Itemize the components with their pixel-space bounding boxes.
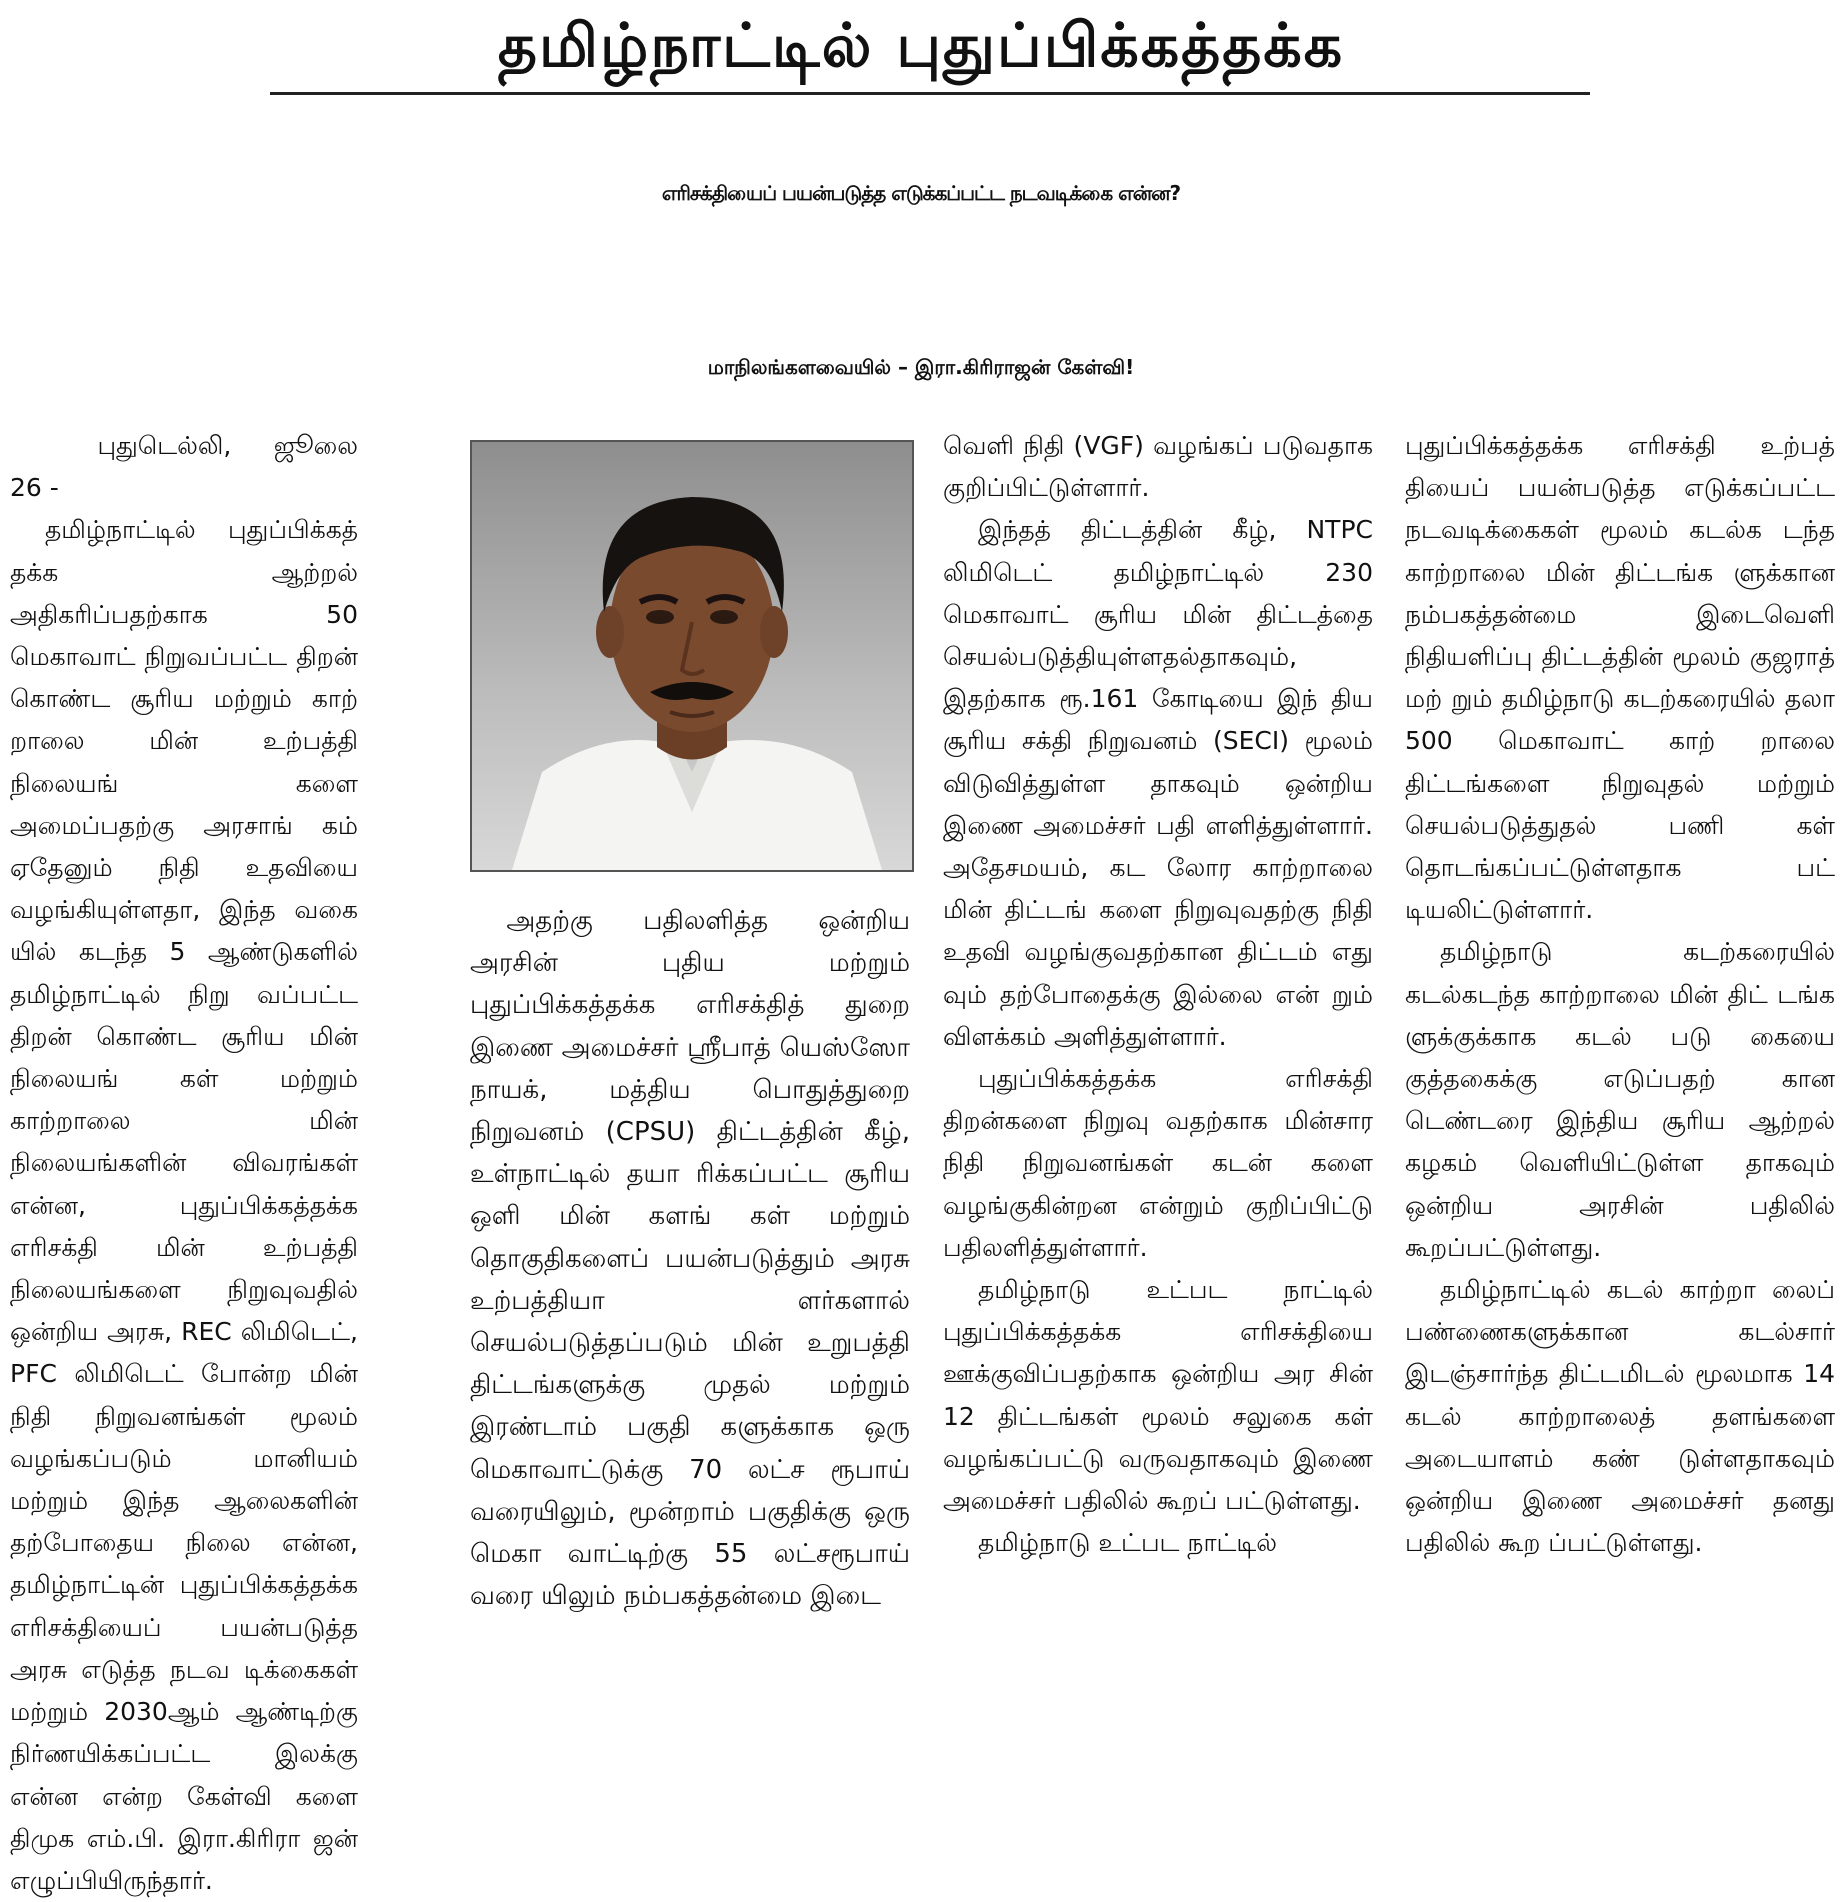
article-paragraph: புதுப்பிக்கத்தக்க எரிசக்தி உற்பத் தியைப் பயன்படுத்த எடுக்கப்பட்ட நடவடிக்கைகள் மூலம் கடல்க டந்த காற்றாலை மின் திட்டங்க ளுக்கான நம்பகத்தன்மை இடைவெளி நிதியளிப்பு திட்டத்தின் மூலம் குஜராத் மற் றும் தமிழ்நாடு கடற்கரையில் தலா 500 மெகாவாட் காற் றாலை திட்டங்களை நிறுவுதல் மற்றும் செயல்படுத்துதல் பணி கள் தொடங்கப்பட்டுள்ளதாக பட் டியலிட்டுள்ளார். bbox=[1405, 431, 1835, 925]
article-paragraph: அதற்கு பதிலளித்த ஒன்றிய அரசின் புதிய மற்றும் புதுப்பிக்கத்தக்க எரிசக்தித் துறை இணை அமைச்சர் ஸ்ரீபாத் யெஸ்ஸோ நாயக், மத்திய பொதுத்துறை நிறுவனம் (CPSU) திட்டத்தின் கீழ், உள்நாட்டில் தயா ரிக்கப்பட்ட சூரிய ஒளி மின் களங் கள் மற்றும் தொகுதிகளைப் பயன்படுத்தும் அரசு உற்பத்தியா ளர்களால் செயல்படுத்தப்படும் மின் உறுபத்தி திட்டங்களுக்கு முதல் மற்றும் இரண்டாம் பகுதி களுக்காக ஒரு மெகாவாட்டுக்கு 70 லட்ச ரூபாய் வரையிலும், மூன்றாம் பகுதிக்கு ஒரு மெகா வாட்டிற்கு 55 லட்சரூபாய் வரை யிலும் நம்பகத்தன்மை இடை bbox=[470, 906, 910, 1612]
subheadline: மாநிலங்களவையில் – இரா.கிரிராஜன் கேள்வி! bbox=[707, 355, 1135, 379]
article-paragraph: புதுப்பிக்கத்தக்க எரிசக்தி திறன்களை நிறுவு வதற்காக மின்சார நிதி நிறுவனங்கள் கடன் களை வழங்குகின்றன என்றும் குறிப்பிட்டு பதிலளித்துள்ளார். bbox=[943, 1064, 1373, 1262]
article-column-2 bbox=[470, 900, 910, 1735]
article-paragraph: தமிழ்நாட்டில் புதுப்பிக்கத் தக்க ஆற்றல் அதிகரிப்பதற்காக 50 மெகாவாட் நிறுவப்பட்ட திறன் கொண்ட சூரிய மற்றும் காற் றாலை மின் உற்பத்தி நிலையங் களை அமைப்பதற்கு அரசாங் கம் ஏதேனும் நிதி உதவியை வழங்கியுள்ளதா, இந்த வகை யில் கடந்த 5 ஆண்டுகளில் தமிழ்நாட்டில் நிறு வப்பட்ட திறன் கொண்ட சூரிய மின் நிலையங் கள் மற்றும் காற்றாலை மின் நிலையங்களின் விவரங்கள் என்ன, புதுப்பிக்கத்தக்க எரிசக்தி மின் உற்பத்தி நிலையங்களை நிறுவுவதில் ஒன்றிய அரசு, REC லிமிடெட், PFC லிமிடெட் போன்ற மின் நிதி நிறுவனங்கள் மூலம் வழங்கப்படும் மானியம் மற்றும் இந்த ஆலைகளின் தற்போதைய நிலை என்ன, தமிழ்நாட்டின் புதுப்பிக்கத்தக்க எரிசக்தியைப் பயன்படுத்த அரசு எடுத்த நடவ டிக்கைகள் மற்றும் 2030ஆம் ஆண்டிற்கு நிர்ணயிக்கப்பட்ட இலக்கு என்ன என்ற கேள்வி களை திமுக எம்.பி. இரா.கிரிரா ஜன் எழுப்பியிருந்தார். bbox=[10, 515, 358, 1895]
portrait-illustration bbox=[472, 442, 912, 870]
article-paragraph: இந்தத் திட்டத்தின் கீழ், NTPC லிமிடெட் தமிழ்நாட்டில் 230 மெகாவாட் சூரிய மின் திட்டத்தை செயல்படுத்தியுள்ளதல்தாகவும், இதற்காக ரூ.161 கோடியை இந் திய சூரிய சக்தி நிறுவனம் (SECI) மூலம் விடுவித்துள்ள தாகவும் ஒன்றிய இணை அமைச்சர் பதி ளளித்துள்ளார். அதேசமயம், கட லோர காற்றாலை மின் திட்டங் களை நிறுவுவதற்கு நிதி உதவி வழங்குவதற்கான திட்டம் எது வும் தற்போதைக்கு இல்லை என் றும் விளக்கம் அளித்துள்ளார். bbox=[943, 515, 1373, 1051]
article-column-3 bbox=[943, 425, 1373, 1735]
dateline: புதுடெல்லி, ஜூலை 26 - bbox=[10, 431, 358, 503]
article-column-4 bbox=[1405, 425, 1835, 1735]
headline-rule bbox=[270, 92, 1590, 95]
portrait-photo bbox=[470, 440, 914, 872]
article-paragraph: தமிழ்நாடு கடற்கரையில் கடல்கடந்த காற்றாலை மின் திட் டங்க ளுக்குக்காக கடல் படு கையை குத்தகைக்கு எடுப்பதற் கான டெண்டரை இந்திய சூரிய ஆற்றல் கழகம் வெளியிட்டுள்ள தாகவும் ஒன்றிய அரசின் பதிலில் கூறப்பட்டுள்ளது. bbox=[1405, 937, 1835, 1262]
article-paragraph: வெளி நிதி (VGF) வழங்கப் படுவதாக குறிப்பிட்டுள்ளார். bbox=[943, 431, 1373, 503]
article-column-1 bbox=[10, 425, 358, 1895]
article-paragraph: தமிழ்நாட்டில் கடல் காற்றா லைப் பண்ணைகளுக்கான கடல்சார் இடஞ்சார்ந்த திட்டமிடல் மூலமாக 14 கடல் காற்றாலைத் தளங்களை அடையாளம் கண் டுள்ளதாகவும் ஒன்றிய இணை அமைச்சர் தனது பதிலில் கூற ப்பட்டுள்ளது. bbox=[1405, 1275, 1835, 1558]
article-paragraph: தமிழ்நாடு உட்பட நாட்டில் புதுப்பிக்கத்தக்க எரிசக்தியை ஊக்குவிப்பதற்காக ஒன்றிய அர சின் 12 திட்டங்கள் மூலம் சலுகை கள் வழங்கப்பட்டு வருவதாகவும் இணை அமைச்சர் பதிலில் கூறப் பட்டுள்ளது. bbox=[943, 1275, 1373, 1516]
headline-kicker-text: தமிழ்நாட்டில் புதுப்பிக்கத்தக்க bbox=[497, 11, 1345, 81]
headline-main: எரிசக்தியைப் பயன்படுத்த எடுக்கப்பட்ட நடவடிக்கை என்ன? bbox=[661, 181, 1181, 205]
headline-kicker bbox=[0, 8, 1842, 84]
article-paragraph: தமிழ்நாடு உட்பட நாட்டில் bbox=[978, 1528, 1278, 1558]
